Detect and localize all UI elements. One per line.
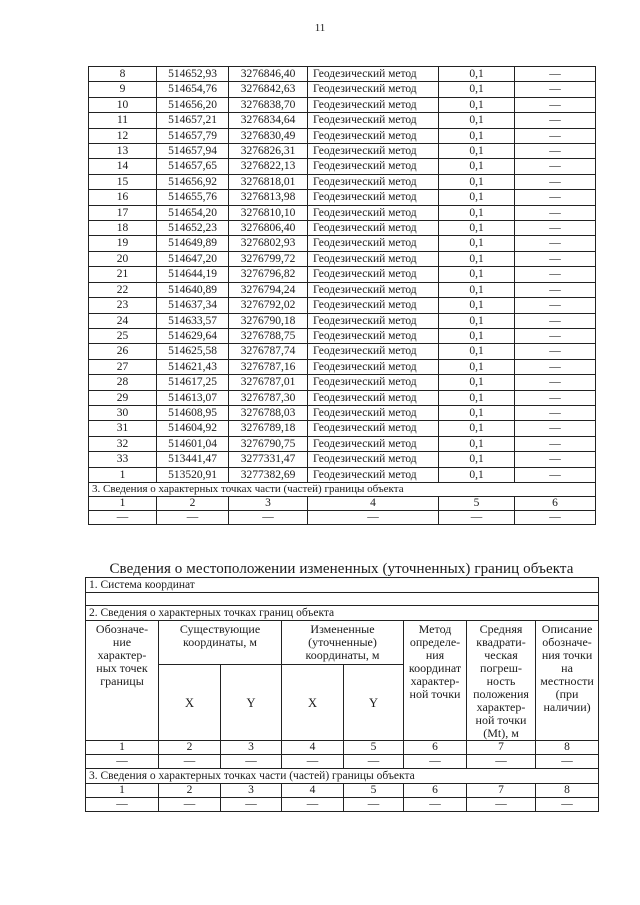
accuracy: 0,1 [439,298,515,313]
empty-cell: — [86,755,159,769]
accuracy: 0,1 [439,390,515,405]
empty-cell: — [221,798,282,812]
point-number: 14 [89,159,157,174]
empty-cell: — [89,510,157,524]
coord-x: 513520,91 [157,467,229,482]
column-number: 6 [404,741,467,755]
description: — [515,67,596,82]
method: Геодезический метод [308,359,439,374]
empty-cell: — [159,798,221,812]
coord-y: 3276790,75 [229,436,308,451]
table-row [89,267,596,282]
empty-cell: — [536,798,599,812]
section3-title-bottom: 3. Сведения о характерных точках части (частей) границы объекта [86,769,599,784]
method: Геодезический метод [308,221,439,236]
column-number: 5 [344,741,404,755]
table-row [89,282,596,297]
coord-y: 3276810,10 [229,205,308,220]
coord-x: 514617,25 [157,375,229,390]
accuracy: 0,1 [439,190,515,205]
point-number: 18 [89,221,157,236]
boundary-points-table [88,66,596,525]
coord-y: 3276830,49 [229,128,308,143]
empty-cell: — [439,510,515,524]
accuracy: 0,1 [439,421,515,436]
method: Геодезический метод [308,436,439,451]
description: — [515,390,596,405]
coord-y: 3276806,40 [229,221,308,236]
method: Геодезический метод [308,67,439,82]
column-number: 2 [159,784,221,798]
column-number: 1 [86,784,159,798]
description: — [515,467,596,482]
description: — [515,236,596,251]
method: Геодезический метод [308,174,439,189]
coord-y: 3276822,13 [229,159,308,174]
table-row [89,359,596,374]
coord-x: 514656,92 [157,174,229,189]
empty-cell: — [308,510,439,524]
accuracy: 0,1 [439,67,515,82]
point-number: 13 [89,144,157,159]
empty-cell: — [282,798,344,812]
description: — [515,267,596,282]
description: — [515,144,596,159]
description: — [515,190,596,205]
description: — [515,159,596,174]
description: — [515,205,596,220]
method: Геодезический метод [308,205,439,220]
point-number: 29 [89,390,157,405]
empty-cell: — [221,755,282,769]
point-number: 25 [89,328,157,343]
header-existing-x: X [159,664,221,740]
coord-x: 513441,47 [157,452,229,467]
method: Геодезический метод [308,344,439,359]
point-number: 22 [89,282,157,297]
column-number: 4 [282,741,344,755]
table-row [89,436,596,451]
table-row [89,113,596,128]
column-number: 4 [308,496,439,510]
column-number: 6 [404,784,467,798]
point-number: 23 [89,298,157,313]
column-number: 4 [282,784,344,798]
table-row [89,344,596,359]
method: Геодезический метод [308,97,439,112]
coord-x: 514649,89 [157,236,229,251]
empty-cell: — [159,755,221,769]
coord-y: 3277331,47 [229,452,308,467]
coordinate-system-label: 1. Система координат [86,578,599,593]
point-number: 24 [89,313,157,328]
accuracy: 0,1 [439,313,515,328]
section3-title: 3. Сведения о характерных точках части (частей) границы объекта [89,482,596,496]
table-row [89,144,596,159]
description: — [515,82,596,97]
coord-y: 3276813,98 [229,190,308,205]
page-number: 11 [314,22,326,34]
empty-cell: — [157,510,229,524]
empty-cell: — [467,755,536,769]
method: Геодезический метод [308,144,439,159]
column-number: 1 [89,496,157,510]
coord-y: 3276802,93 [229,236,308,251]
table-row [89,375,596,390]
coord-x: 514652,93 [157,67,229,82]
point-number: 20 [89,251,157,266]
accuracy: 0,1 [439,82,515,97]
description: — [515,359,596,374]
coord-x: 514644,19 [157,267,229,282]
table-row [89,128,596,143]
coord-y: 3276838,70 [229,97,308,112]
table-row [89,97,596,112]
point-number: 33 [89,452,157,467]
column-number: 2 [159,741,221,755]
accuracy: 0,1 [439,205,515,220]
empty-cell: — [344,798,404,812]
coord-x: 514656,20 [157,97,229,112]
accuracy: 0,1 [439,267,515,282]
column-number: 7 [467,741,536,755]
changed-boundaries-title: Сведения о местоположении измененных (уточненных) границ объекта [109,561,574,577]
table-row [89,221,596,236]
coord-x: 514657,79 [157,128,229,143]
point-number: 9 [89,82,157,97]
coord-x: 514604,92 [157,421,229,436]
table-row [89,236,596,251]
column-number: 8 [536,784,599,798]
coord-y: 3276799,72 [229,251,308,266]
coord-y: 3276788,03 [229,405,308,420]
accuracy: 0,1 [439,405,515,420]
coord-y: 3276792,02 [229,298,308,313]
description: — [515,375,596,390]
coord-y: 3276818,01 [229,174,308,189]
accuracy: 0,1 [439,344,515,359]
accuracy: 0,1 [439,144,515,159]
point-number: 15 [89,174,157,189]
column-number: 5 [344,784,404,798]
column-number: 5 [439,496,515,510]
table-row [89,251,596,266]
coord-y: 3276842,63 [229,82,308,97]
accuracy: 0,1 [439,282,515,297]
method: Геодезический метод [308,390,439,405]
method: Геодезический метод [308,313,439,328]
accuracy: 0,1 [439,251,515,266]
table-row [89,452,596,467]
empty-cell: — [536,755,599,769]
point-number: 28 [89,375,157,390]
table-row [89,390,596,405]
empty-cell: — [86,798,159,812]
coord-x: 514608,95 [157,405,229,420]
point-number: 19 [89,236,157,251]
table-row [89,205,596,220]
coord-y: 3276789,18 [229,421,308,436]
point-number: 27 [89,359,157,374]
point-number: 30 [89,405,157,420]
description: — [515,421,596,436]
description: — [515,97,596,112]
table-row [89,328,596,343]
coord-x: 514657,94 [157,144,229,159]
header-existing-coords: Существующие координаты, м [159,621,282,665]
empty-cell: — [282,755,344,769]
accuracy: 0,1 [439,221,515,236]
coord-y: 3276790,18 [229,313,308,328]
accuracy: 0,1 [439,375,515,390]
description: — [515,405,596,420]
accuracy: 0,1 [439,174,515,189]
table-row [89,405,596,420]
header-method: Метод определе-ния координат характер-ной точки [404,621,467,741]
method: Геодезический метод [308,128,439,143]
accuracy: 0,1 [439,159,515,174]
coord-x: 514657,65 [157,159,229,174]
coord-y: 3276787,16 [229,359,308,374]
section2-title: 2. Сведения о характерных точках границ объекта [86,606,599,621]
coord-x: 514654,76 [157,82,229,97]
description: — [515,313,596,328]
method: Геодезический метод [308,467,439,482]
coord-x: 514655,76 [157,190,229,205]
table-row [89,82,596,97]
point-number: 16 [89,190,157,205]
coord-y: 3276787,30 [229,390,308,405]
description: — [515,221,596,236]
changed-boundaries-table [85,577,599,812]
coord-y: 3276846,40 [229,67,308,82]
column-number: 7 [467,784,536,798]
description: — [515,436,596,451]
column-number: 3 [229,496,308,510]
coord-x: 514601,04 [157,436,229,451]
empty-cell: — [229,510,308,524]
point-number: 32 [89,436,157,451]
table-row [89,190,596,205]
coord-y: 3276826,31 [229,144,308,159]
table-row [89,159,596,174]
description: — [515,251,596,266]
coord-x: 514625,58 [157,344,229,359]
accuracy: 0,1 [439,452,515,467]
point-number: 31 [89,421,157,436]
method: Геодезический метод [308,236,439,251]
accuracy: 0,1 [439,236,515,251]
header-existing-y: Y [221,664,282,740]
empty-cell: — [467,798,536,812]
description: — [515,174,596,189]
point-number: 12 [89,128,157,143]
accuracy: 0,1 [439,359,515,374]
description: — [515,328,596,343]
accuracy: 0,1 [439,436,515,451]
coord-x: 514633,57 [157,313,229,328]
method: Геодезический метод [308,452,439,467]
column-number: 3 [221,784,282,798]
method: Геодезический метод [308,159,439,174]
description: — [515,113,596,128]
header-changed-x: X [282,664,344,740]
method: Геодезический метод [308,190,439,205]
method: Геодезический метод [308,82,439,97]
coord-x: 514657,21 [157,113,229,128]
coord-y: 3277382,69 [229,467,308,482]
coord-y: 3276796,82 [229,267,308,282]
table-row [89,467,596,482]
point-number: 8 [89,67,157,82]
header-changed-y: Y [344,664,404,740]
point-number: 26 [89,344,157,359]
coord-x: 514647,20 [157,251,229,266]
description: — [515,128,596,143]
table-row [89,421,596,436]
point-number: 17 [89,205,157,220]
accuracy: 0,1 [439,467,515,482]
column-number: 8 [536,741,599,755]
coord-y: 3276794,24 [229,282,308,297]
coord-x: 514629,64 [157,328,229,343]
accuracy: 0,1 [439,128,515,143]
table-row [89,174,596,189]
table-row [89,298,596,313]
coord-y: 3276788,75 [229,328,308,343]
accuracy: 0,1 [439,328,515,343]
method: Геодезический метод [308,421,439,436]
accuracy: 0,1 [439,113,515,128]
point-number: 11 [89,113,157,128]
coord-y: 3276787,01 [229,375,308,390]
coord-y: 3276787,74 [229,344,308,359]
column-number: 1 [86,741,159,755]
method: Геодезический метод [308,405,439,420]
method: Геодезический метод [308,251,439,266]
description: — [515,282,596,297]
coord-x: 514652,23 [157,221,229,236]
empty-cell: — [344,755,404,769]
coord-x: 514640,89 [157,282,229,297]
point-number: 10 [89,97,157,112]
point-number: 1 [89,467,157,482]
method: Геодезический метод [308,328,439,343]
header-accuracy: Средняя квадрати-ческая погреш-ность положения характер-ной точки (Mt), м [467,621,536,741]
column-number: 3 [221,741,282,755]
description: — [515,344,596,359]
method: Геодезический метод [308,113,439,128]
method: Геодезический метод [308,298,439,313]
empty-cell: — [515,510,596,524]
coord-y: 3276834,64 [229,113,308,128]
coord-x: 514621,43 [157,359,229,374]
method: Геодезический метод [308,375,439,390]
table-row [89,67,596,82]
point-number: 21 [89,267,157,282]
coord-x: 514654,20 [157,205,229,220]
coordinate-system-value [86,593,599,606]
description: — [515,298,596,313]
header-point: Обозначе-ние характер-ных точек границы [86,621,159,741]
accuracy: 0,1 [439,97,515,112]
header-description: Описание обозначе-ния точки на местности (при наличии) [536,621,599,741]
coord-x: 514637,34 [157,298,229,313]
column-number: 6 [515,496,596,510]
coord-x: 514613,07 [157,390,229,405]
table-row [89,313,596,328]
method: Геодезический метод [308,267,439,282]
description: — [515,452,596,467]
empty-cell: — [404,798,467,812]
method: Геодезический метод [308,282,439,297]
empty-cell: — [404,755,467,769]
header-changed-coords: Измененные (уточненные) координаты, м [282,621,404,665]
column-number: 2 [157,496,229,510]
